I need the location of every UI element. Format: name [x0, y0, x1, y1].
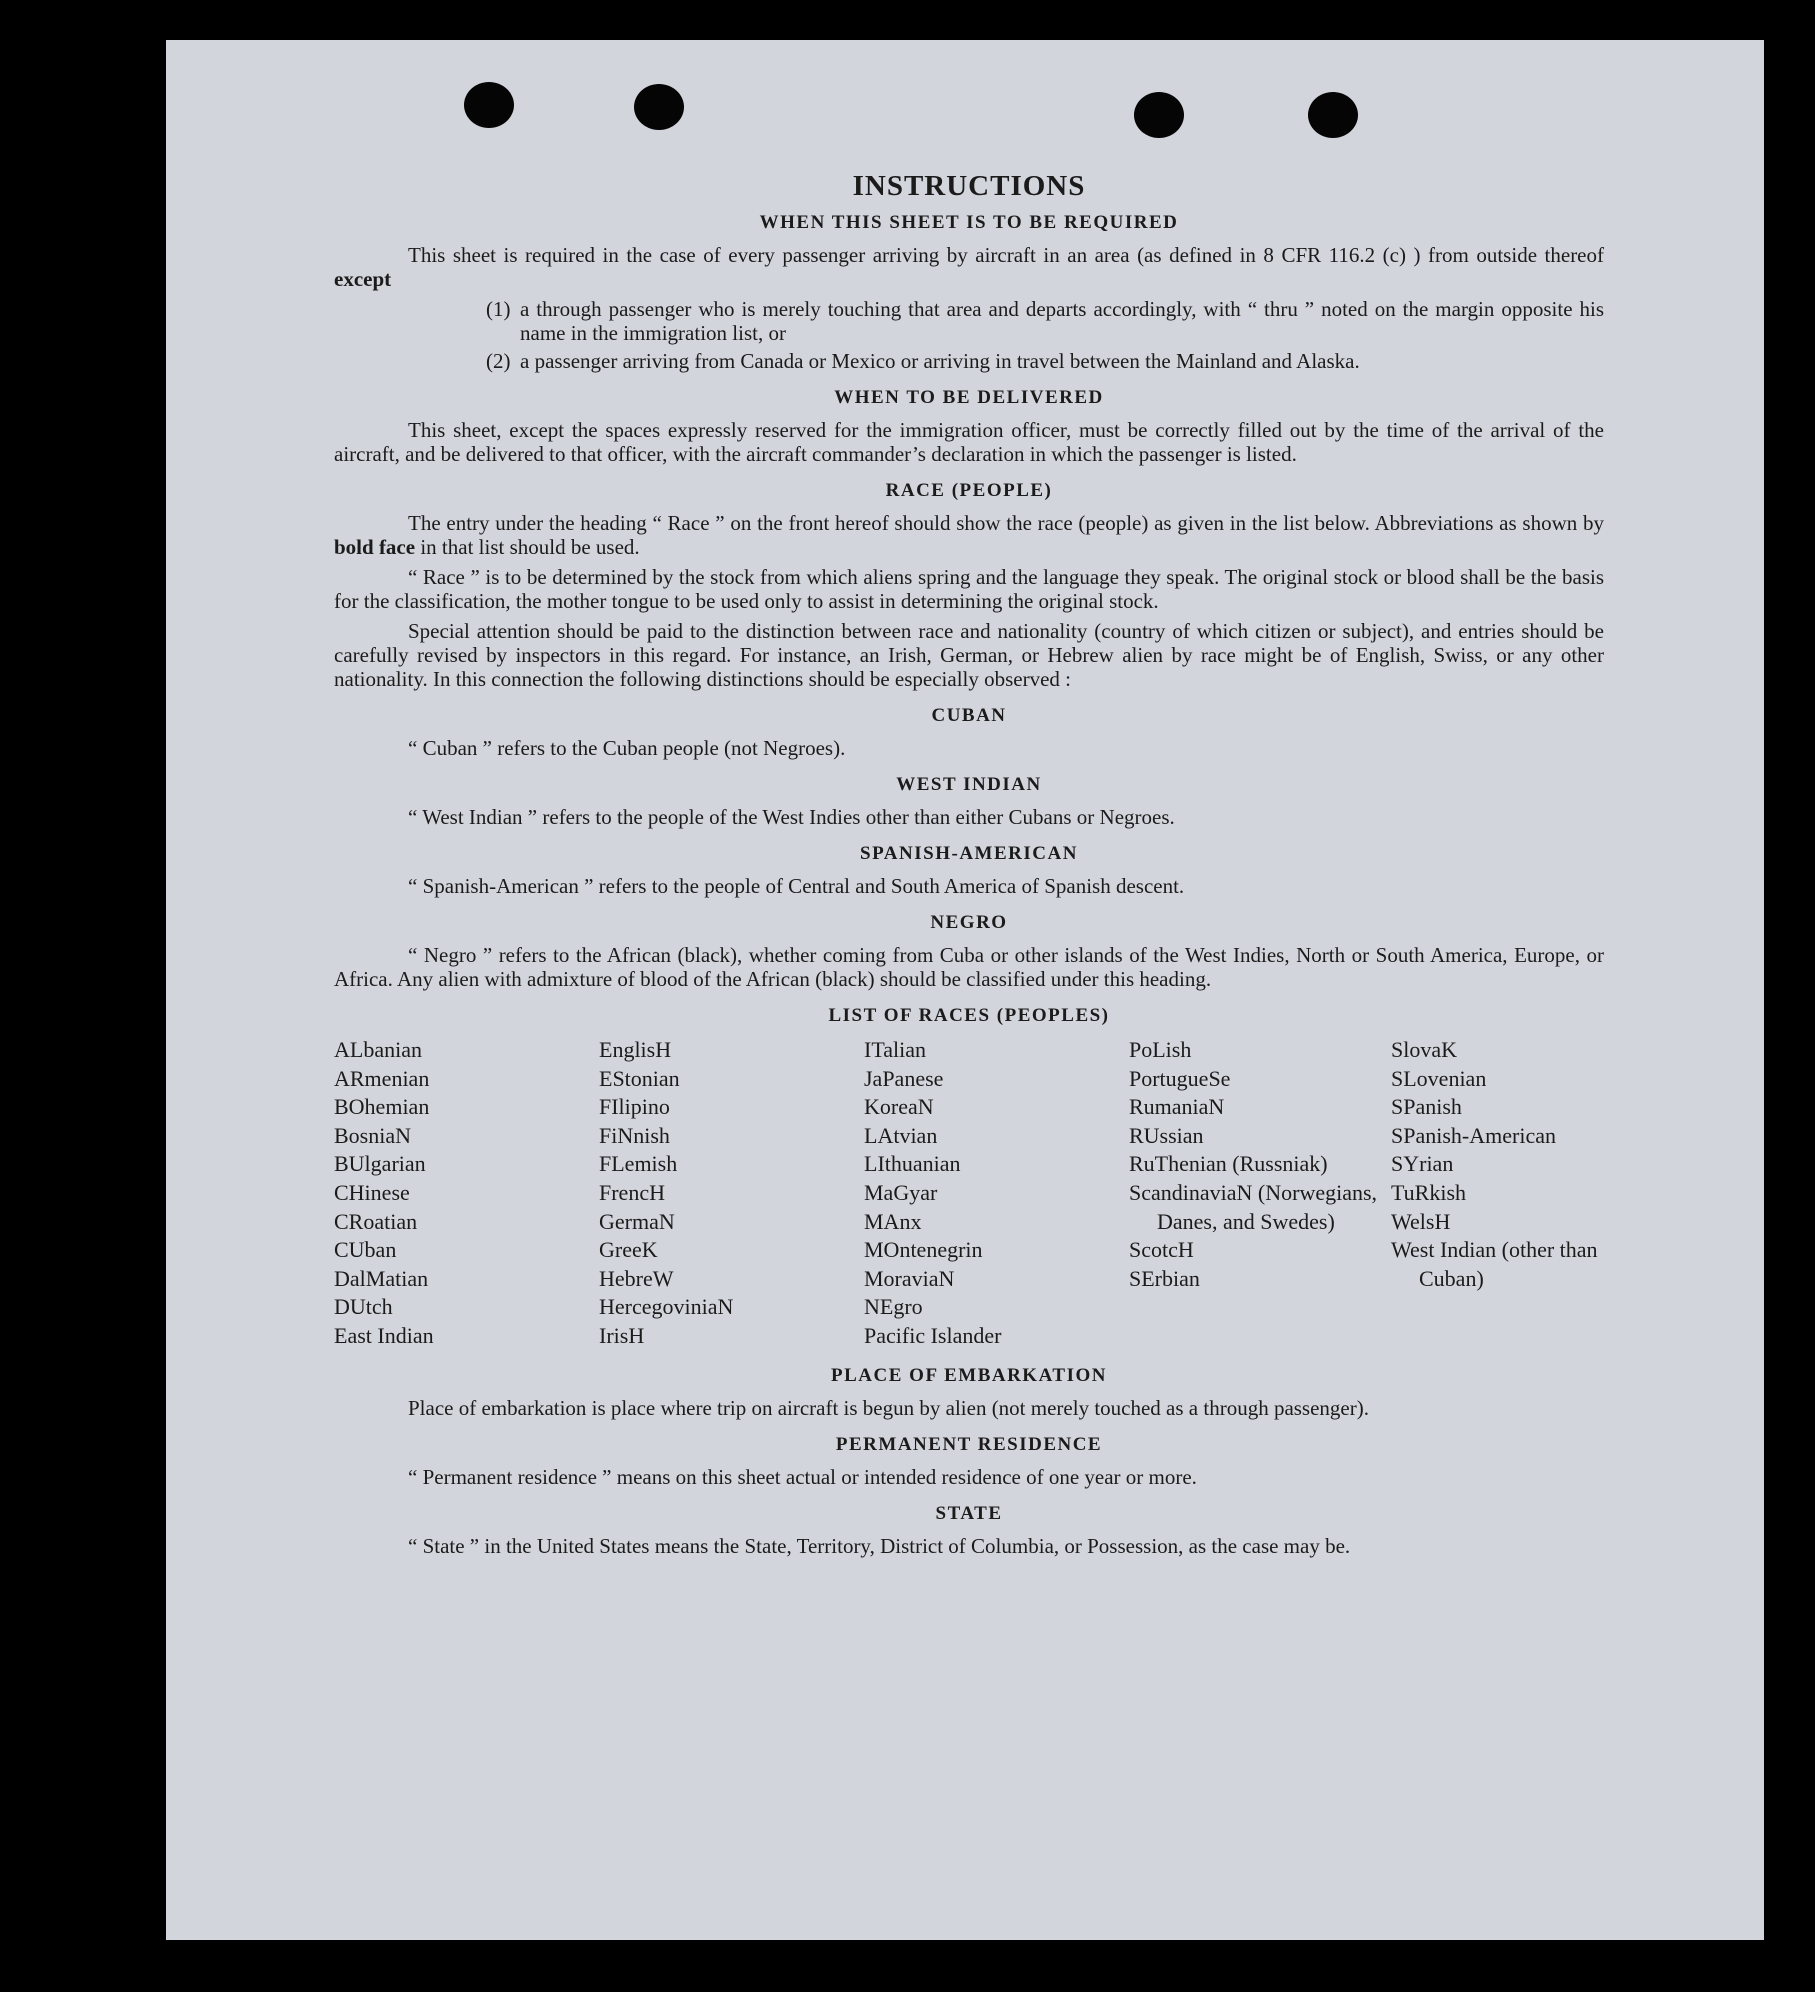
race-entry: CRoatian: [334, 1208, 418, 1234]
race-column: [1391, 1036, 1604, 1351]
race-entry: SYrian: [1391, 1151, 1454, 1177]
section-heading-residence: PERMANENT RESIDENCE: [835, 1433, 1103, 1455]
race-entry: IrisH: [599, 1322, 645, 1348]
section-heading-state: STATE: [935, 1502, 1003, 1524]
section-heading-delivered: WHEN TO BE DELIVERED: [834, 387, 1104, 408]
section-heading-negro: NEGRO: [930, 912, 1008, 933]
race-entry: HebreW: [599, 1265, 674, 1291]
race-paragraph-3: Special attention should be paid to the distinction between race and nationality (country of which citizen or subject), and entries should be carefully revised by inspectors in this regard. For instance, an Irish, German, or Hebrew alien by race might be of English, Swiss, or any other nationality. In this connection the following distinctions should be especially observed :: [334, 619, 1604, 691]
negro-text: “ Negro ” refers to the African (black), whether coming from Cuba or other islands of the West Indies, North or South America, Europe, or Africa. Any alien with admixture of blood of the African (black) should be classified under this heading.: [334, 943, 1604, 991]
race-column: [1129, 1036, 1391, 1351]
race-entry: CUban: [334, 1237, 397, 1263]
race-list: [334, 1036, 1604, 1351]
race-entry: HercegoviniaN: [599, 1294, 734, 1320]
race-entry: JaPanese: [864, 1065, 944, 1091]
race-entry: GermaN: [599, 1208, 675, 1234]
section-heading-west-indian: WEST INDIAN: [896, 774, 1042, 795]
race-entry: DUtch: [334, 1294, 393, 1320]
race-entry: ARmenian: [334, 1065, 430, 1091]
section-heading-spanish-american: SPANISH-AMERICAN: [860, 843, 1078, 864]
race-entry: RumaniaN: [1129, 1094, 1225, 1120]
section-heading-list: LIST OF RACES (PEOPLES): [828, 1005, 1110, 1026]
punch-hole: [634, 84, 684, 130]
delivered-text: This sheet, except the spaces expressly reserved for the immigration officer, must be correctly filled out by the time of the arrival of the aircraft, and be delivered to that officer, with the aircraft commander’s declaration in which the passenger is listed.: [334, 418, 1604, 466]
race-entry: PortugueSe: [1129, 1065, 1231, 1091]
race-column: [334, 1036, 599, 1351]
race-entry: MOntenegrin: [864, 1237, 983, 1263]
race-entry: KoreaN: [864, 1094, 934, 1120]
race-paragraph-1: The entry under the heading “ Race ” on the front hereof should show the race (people) as given in the list below. Abbreviations as shown by bold face in that list should be used.: [334, 511, 1604, 559]
required-item: (2) a passenger arriving from Canada or Mexico or arriving in travel between the Mainland and Alaska.: [486, 349, 1360, 373]
race-entry: LAtvian: [864, 1122, 938, 1148]
section-heading-embarkation: PLACE OF EMBARKATION: [831, 1364, 1107, 1386]
race-entry: EStonian: [599, 1065, 680, 1091]
race-entry: FIlipino: [599, 1094, 670, 1120]
race-entry: EnglisH: [599, 1037, 672, 1062]
state-text: “ State ” in the United States means the State, Territory, District of Columbia, or Possession, as the case may be.: [408, 1533, 1351, 1558]
race-entry: East Indian: [334, 1322, 434, 1348]
race-entry: TuRkish: [1391, 1179, 1467, 1205]
race-entry: FrencH: [599, 1179, 665, 1205]
cuban-text: “ Cuban ” refers to the Cuban people (not Negroes).: [408, 736, 846, 760]
race-entry: SErbian: [1129, 1265, 1200, 1291]
race-entry: MoraviaN: [864, 1265, 955, 1291]
spanish-american-text: “ Spanish-American ” refers to the people of Central and South America of Spanish descent.: [408, 874, 1185, 898]
race-entry: RUssian: [1129, 1122, 1204, 1148]
required-item: (1) a through passenger who is merely touching that area and departs accordingly, with “ thru ” noted on the margin opposite his name in the immigration list, or: [486, 297, 1604, 345]
section-heading-required: WHEN THIS SHEET IS TO BE REQUIRED: [759, 212, 1179, 233]
race-entry: ScotcH: [1129, 1237, 1194, 1263]
race-entry: GreeK: [599, 1237, 658, 1263]
race-entry: DalMatian: [334, 1265, 429, 1291]
race-entry: BUlgarian: [334, 1151, 426, 1177]
section-heading-race: RACE (PEOPLE): [885, 480, 1053, 501]
race-column: [599, 1036, 864, 1351]
residence-text: “ Permanent residence ” means on this sheet actual or intended residence of one year or more.: [408, 1464, 1197, 1489]
race-entry: ITalian: [864, 1037, 926, 1062]
race-entry: West Indian (other than Cuban): [1391, 1237, 1598, 1291]
section-heading-cuban: CUBAN: [931, 705, 1007, 726]
race-entry: MAnx: [864, 1208, 922, 1234]
race-entry: SLovenian: [1391, 1065, 1487, 1091]
race-entry: FiNnish: [599, 1122, 670, 1148]
race-entry: RuThenian (Russniak): [1129, 1151, 1328, 1177]
race-paragraph-2: “ Race ” is to be determined by the stock from which aliens spring and the language they speak. The original stock or blood shall be the basis for the classification, the mother tongue to be used only to assist in determining the original stock.: [334, 565, 1604, 613]
race-entry: BOhemian: [334, 1094, 430, 1120]
punch-hole: [1308, 92, 1358, 138]
punch-hole: [464, 82, 514, 128]
required-intro: This sheet is required in the case of every passenger arriving by aircraft in an area (as defined in 8 CFR 116.2 (c) ) from outside thereof except: [334, 243, 1604, 291]
race-entry: MaGyar: [864, 1179, 938, 1205]
page-title: INSTRUCTIONS: [852, 170, 1086, 202]
race-entry: ScandinaviaN (Norwegians, Danes, and Swedes): [1129, 1179, 1378, 1234]
race-entry: BosniaN: [334, 1122, 411, 1148]
race-column: [864, 1036, 1129, 1351]
race-entry: NEgro: [864, 1294, 923, 1320]
punch-hole: [1134, 92, 1184, 138]
embarkation-text: Place of embarkation is place where trip on aircraft is begun by alien (not merely touched as a through passenger).: [408, 1395, 1369, 1420]
race-entry: FLemish: [599, 1151, 678, 1177]
race-entry: WelsH: [1391, 1208, 1451, 1234]
west-indian-text: “ West Indian ” refers to the people of the West Indies other than either Cubans or Negroes.: [408, 805, 1175, 829]
race-entry: SPanish: [1391, 1094, 1462, 1120]
race-entry: LIthuanian: [864, 1151, 961, 1177]
race-entry: CHinese: [334, 1179, 410, 1205]
race-entry: Pacific Islander: [864, 1322, 1002, 1348]
race-entry: SPanish-American: [1391, 1122, 1556, 1148]
race-entry: ALbanian: [334, 1037, 422, 1062]
race-entry: SlovaK: [1391, 1037, 1457, 1062]
race-entry: PoLish: [1129, 1037, 1192, 1062]
instructions-content: [334, 168, 1604, 1564]
